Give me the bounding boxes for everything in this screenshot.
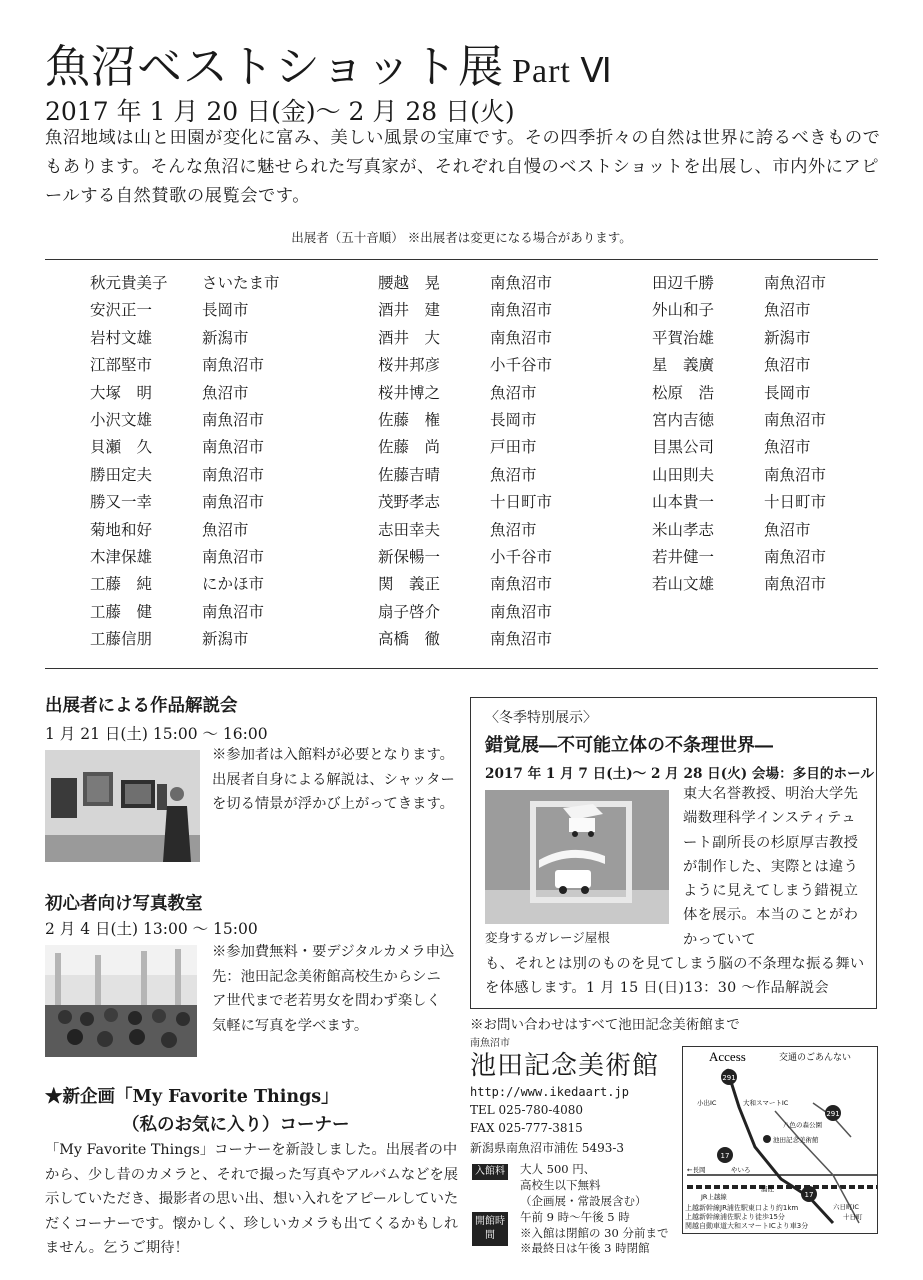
exhibitor-city: 南魚沼市 [202, 547, 265, 566]
exhibitor-name: 松原 浩 [652, 383, 715, 402]
exhibitor-row [90, 489, 360, 516]
divider-top [45, 259, 878, 260]
exhibitor-name: 酒井 建 [378, 301, 441, 320]
exhibitor-name: 米山孝志 [652, 520, 715, 539]
exhibitor-city: 南魚沼市 [764, 575, 827, 594]
exhibitor-column-3 [652, 270, 922, 599]
exhibitor-name: 勝又一幸 [90, 493, 153, 512]
winter-title: 錯覚展―不可能立体の不条理世界― [485, 735, 773, 756]
exhibitors-note: 出展者（五十音順） ※出展者は変更になる場合があります。 [291, 230, 632, 245]
exhibitor-row [652, 489, 922, 516]
winter-text-right: 東大名誉教授、明治大学先端数理科学インスティテュート副所長の杉原厚吉教授が制作した、実際とは違うように見えてしまう錯視立体を展示。本当のことがわかっていて [683, 786, 859, 948]
exhibitor-row [90, 434, 360, 461]
exhibitor-city: 小千谷市 [490, 547, 553, 566]
exhibitor-city: 魚沼市 [490, 383, 537, 402]
exhibitor-name: 平賀治雄 [652, 328, 715, 347]
winter-tag: 〈冬季特別展示〉 [485, 710, 597, 726]
exhibition-dates: 2017 年 1 月 20 日(金)〜 2 月 28 日(火) [45, 97, 515, 126]
exhibitor-name: 江部堅市 [90, 356, 153, 375]
exhibitor-city: 新潟市 [202, 630, 249, 649]
exhibitor-city: 新潟市 [764, 328, 811, 347]
map-subtitle: 交通のごあんない [779, 1053, 852, 1063]
museum-address: 新潟県南魚沼市浦佐 5493-3 [470, 1141, 625, 1155]
exhibitor-city: 魚沼市 [490, 465, 537, 484]
exhibitor-row [652, 352, 922, 379]
exhibitor-city: 南魚沼市 [202, 438, 265, 457]
garage-photo-caption: 変身するガレージ屋根 [485, 930, 610, 945]
exhibitor-row [378, 489, 648, 516]
museum-tel: TEL 025-780-4080 [470, 1103, 584, 1117]
exhibitor-name: 山田則夫 [652, 465, 715, 484]
page-title [45, 40, 613, 99]
exhibitor-name: 若井健一 [652, 547, 715, 566]
museum-url[interactable]: http://www.ikedaart.jp [470, 1085, 629, 1099]
hours-details [520, 1210, 668, 1257]
exhibitor-name: 佐藤吉晴 [378, 465, 441, 484]
exhibitor-city: 魚沼市 [764, 438, 811, 457]
map-muikamachi-label: 六日町IC [833, 1203, 859, 1211]
museum-name: 池田記念美術館 [470, 1051, 660, 1081]
route-17-badge: 17 [720, 1152, 730, 1160]
exhibitor-city: 長岡市 [202, 301, 249, 320]
exhibitor-row [378, 325, 648, 352]
exhibitor-row [90, 352, 360, 379]
route-291-badge: 291 [722, 1074, 736, 1082]
exhibitor-row [90, 407, 360, 434]
exhibitor-city: 南魚沼市 [202, 410, 265, 429]
winter-text-bottom: も、それとは別のものを見てしまう脳の不条理な振る舞いを体感します。1 月 15 日(日)13：30 〜作品解説会 [485, 956, 865, 997]
exhibitor-name: 腰越 晃 [378, 274, 441, 292]
exhibitor-name: 若山文雄 [652, 575, 715, 594]
hours-line: 午前 9 時〜午後 5 時 [520, 1210, 630, 1224]
exhibitor-city: 南魚沼市 [490, 328, 553, 347]
corner-text: 「My Favorite Things」コーナーを新設しました。出展者の中から、少し昔のカメラと、それで撮った写真やアルバムなどを展示していただき、撮影者の思い出、想い入れをアピールしていただくコーナーです。懐かしく、珍しいカメラも出てくるかもしれません。乞うご期待！ [45, 1142, 459, 1256]
exhibitor-row [378, 297, 648, 324]
access-map [682, 1046, 878, 1234]
exhibitor-city: 南魚沼市 [490, 630, 553, 649]
exhibitor-name: 木津保雄 [90, 547, 153, 566]
exhibitor-city: 魚沼市 [764, 301, 811, 320]
exhibitor-city: 小千谷市 [490, 356, 553, 375]
exhibitor-city: 新潟市 [202, 328, 249, 347]
exhibitor-row [378, 380, 648, 407]
exhibitor-name: 秋元貴美子 [90, 274, 168, 292]
exhibitor-row [652, 380, 922, 407]
exhibitor-row [378, 352, 648, 379]
fee-line: （企画展・常設展含む） [520, 1194, 647, 1208]
exhibitor-city: 南魚沼市 [764, 410, 827, 429]
exhibitor-row [90, 380, 360, 407]
exhibitor-name: 桜井博之 [378, 383, 441, 402]
exhibitor-row [90, 544, 360, 571]
talk-date: 1 月 21 日(土) 15:00 〜 16:00 [45, 725, 268, 743]
exhibitor-name: 佐藤 尚 [378, 438, 441, 457]
exhibitor-name: 山本貴一 [652, 493, 715, 512]
exhibitor-name: 安沢正一 [90, 301, 153, 320]
exhibitor-name: 扇子啓介 [378, 602, 441, 621]
exhibitor-name: 酒井 大 [378, 328, 441, 347]
exhibitor-name: 貝瀬 久 [90, 438, 153, 457]
exhibitor-row [652, 571, 922, 598]
exhibitor-row [652, 325, 922, 352]
exhibitor-row [652, 462, 922, 489]
map-museum-label: 池田記念美術館 [773, 1136, 819, 1144]
exhibitor-row [378, 462, 648, 489]
exhibitor-row [90, 571, 360, 598]
exhibitor-row [90, 297, 360, 324]
exhibitor-row [652, 297, 922, 324]
exhibitor-name: 佐藤 権 [378, 410, 441, 429]
exhibitor-name: 小沢文雄 [90, 410, 153, 429]
map-notes [685, 1204, 808, 1231]
exhibitor-row [652, 434, 922, 461]
exhibitor-row [90, 270, 360, 297]
exhibitor-row [652, 270, 922, 297]
fee-line: 大人 500 円、 [520, 1162, 596, 1176]
exhibitor-city: さいたま市 [202, 274, 280, 292]
exhibitor-row [90, 325, 360, 352]
exhibitor-city: 十日町市 [490, 493, 553, 512]
museum-fax: FAX 025-777-3815 [470, 1121, 583, 1135]
talk-photo [45, 750, 200, 862]
map-nagaoka-label: ←長岡 [687, 1166, 706, 1174]
hours-label: 開館時間 [472, 1212, 508, 1246]
exhibitor-city: 長岡市 [764, 383, 811, 402]
exhibitor-name: 志田幸夫 [378, 520, 441, 539]
exhibitor-city: 南魚沼市 [202, 602, 265, 621]
map-urasa-label: 浦佐 [761, 1185, 774, 1193]
exhibitor-name: 菊地和好 [90, 520, 153, 539]
exhibitor-city: 長岡市 [490, 410, 537, 429]
talk-text: ※参加者は入館料が必要となります。出展者自身による解説は、シャッターを切る情景が浮かび上がってきます。 [212, 747, 455, 812]
exhibitor-city: 南魚沼市 [490, 274, 553, 292]
exhibitor-name: 星 義廣 [652, 356, 715, 375]
exhibitor-row [90, 462, 360, 489]
exhibitor-city: 南魚沼市 [202, 356, 265, 375]
map-title: Access [709, 1049, 746, 1064]
exhibitor-row [652, 517, 922, 544]
exhibitor-row [378, 407, 648, 434]
exhibitor-row [652, 407, 922, 434]
route-17-badge: 17 [804, 1191, 814, 1199]
exhibitor-column-2 [378, 270, 648, 653]
exhibitor-city: 魚沼市 [202, 383, 249, 402]
class-heading: 初心者向け写真教室 [45, 894, 203, 914]
winter-exhibit-box [470, 697, 877, 1009]
class-text: ※参加費無料・要デジタルカメラ申込先：池田記念美術館高校生からシニア世代まで老若男女を問わず楽しく気軽に写真を学べます。 [212, 944, 455, 1034]
exhibitor-name: 田辺千勝 [652, 274, 715, 292]
corner-heading-1: ★新企画「My Favorite Things」 [45, 1087, 339, 1107]
map-park-label: 八色の森公園 [783, 1121, 822, 1129]
exhibitor-city: 魚沼市 [764, 520, 811, 539]
exhibitor-name: 高橋 徹 [378, 630, 441, 649]
exhibitor-row [378, 270, 648, 297]
hours-line: ※入館は閉館の 30 分前まで [520, 1225, 669, 1240]
exhibitor-city: にかほ市 [202, 575, 265, 594]
exhibitor-name: 目黒公司 [652, 438, 715, 457]
route-291-badge: 291 [826, 1110, 840, 1118]
fee-details [520, 1161, 647, 1209]
talk-heading: 出展者による作品解説会 [45, 696, 238, 716]
exhibitor-row [90, 517, 360, 544]
class-date: 2 月 4 日(土) 13:00 〜 15:00 [45, 920, 258, 938]
hours-line: ※最終日は午後 3 時閉館 [520, 1241, 650, 1255]
title-main: 魚沼ベストショット展 [45, 40, 505, 93]
map-note: 上越新幹線浦佐駅より徒歩15分 [685, 1213, 785, 1221]
museum-marker-icon [763, 1135, 771, 1143]
exhibitor-city: 南魚沼市 [764, 547, 827, 566]
garage-illusion-photo [485, 790, 669, 924]
map-yairo-label: やいろ [731, 1166, 751, 1174]
divider-middle [45, 668, 878, 669]
exhibitor-city: 南魚沼市 [202, 493, 265, 512]
exhibitor-row [378, 599, 648, 626]
exhibitor-city: 南魚沼市 [764, 465, 827, 484]
map-joetsu-label: JR上越線 [701, 1193, 727, 1201]
exhibitor-name: 岩村文雄 [90, 328, 153, 347]
exhibitor-name: 関 義正 [378, 575, 441, 594]
exhibitor-row [652, 544, 922, 571]
exhibitor-row [378, 434, 648, 461]
exhibitor-name: 宮内吉徳 [652, 410, 715, 429]
exhibitor-city: 南魚沼市 [764, 274, 827, 292]
fee-label: 入館料 [472, 1164, 508, 1180]
exhibitor-name: 大塚 明 [90, 383, 153, 402]
exhibitor-row [378, 517, 648, 544]
exhibitor-row [378, 626, 648, 653]
map-note: 関越自動車道大和スマートICより車3分 [685, 1222, 809, 1230]
fee-line: 高校生以下無料 [520, 1178, 601, 1192]
exhibitor-name: 新保暢一 [378, 547, 441, 566]
exhibitor-row [90, 599, 360, 626]
exhibitor-column-1 [90, 270, 360, 653]
exhibitor-city: 南魚沼市 [490, 575, 553, 594]
title-part: Part Ⅵ [512, 53, 613, 90]
exhibitor-name: 桜井邦彦 [378, 356, 441, 375]
exhibitor-city: 魚沼市 [202, 520, 249, 539]
exhibitor-city: 戸田市 [490, 438, 537, 457]
exhibitor-name: 工藤 純 [90, 575, 153, 594]
exhibitor-name: 勝田定夫 [90, 465, 153, 484]
map-yamato-label: 大和スマートIC [743, 1099, 789, 1107]
map-note: 上越新幹線JR浦佐駅東口より約1km [685, 1204, 799, 1212]
exhibitor-name: 工藤信朋 [90, 630, 153, 649]
exhibitor-city: 魚沼市 [764, 356, 811, 375]
map-tokamachi-label: 十日町 [843, 1213, 863, 1221]
exhibitor-name: 茂野孝志 [378, 493, 441, 512]
winter-dates: 2017 年 1 月 7 日(土)〜 2 月 28 日(火) 会場：多目的ホール [485, 766, 875, 782]
exhibitor-city: 南魚沼市 [490, 602, 553, 621]
map-koide-label: 小出IC [697, 1099, 717, 1107]
exhibitor-city: 十日町市 [764, 493, 827, 512]
class-photo [45, 945, 197, 1057]
exhibitor-row [378, 544, 648, 571]
exhibitor-city: 南魚沼市 [202, 465, 265, 484]
intro-text: 魚沼地域は山と田園が変化に富み、美しい風景の宝庫です。その四季折々の自然は世界に誇るべきものでもあります。そんな魚沼に魅せられた写真家が、それぞれ自慢のベストショットを出展し、市内外にアピールする自然賛歌の展覧会です。 [45, 128, 881, 206]
exhibitor-city: 南魚沼市 [490, 301, 553, 320]
exhibitor-name: 工藤 健 [90, 602, 153, 621]
museum-city: 南魚沼市 [470, 1038, 510, 1049]
corner-heading-2: （私のお気に入り）コーナー [122, 1115, 350, 1135]
exhibitor-city: 魚沼市 [490, 520, 537, 539]
inquiry-note: ※お問い合わせはすべて池田記念美術館まで [470, 1017, 740, 1033]
exhibitor-row [90, 626, 360, 653]
exhibitor-name: 外山和子 [652, 301, 715, 320]
exhibitor-row [378, 571, 648, 598]
